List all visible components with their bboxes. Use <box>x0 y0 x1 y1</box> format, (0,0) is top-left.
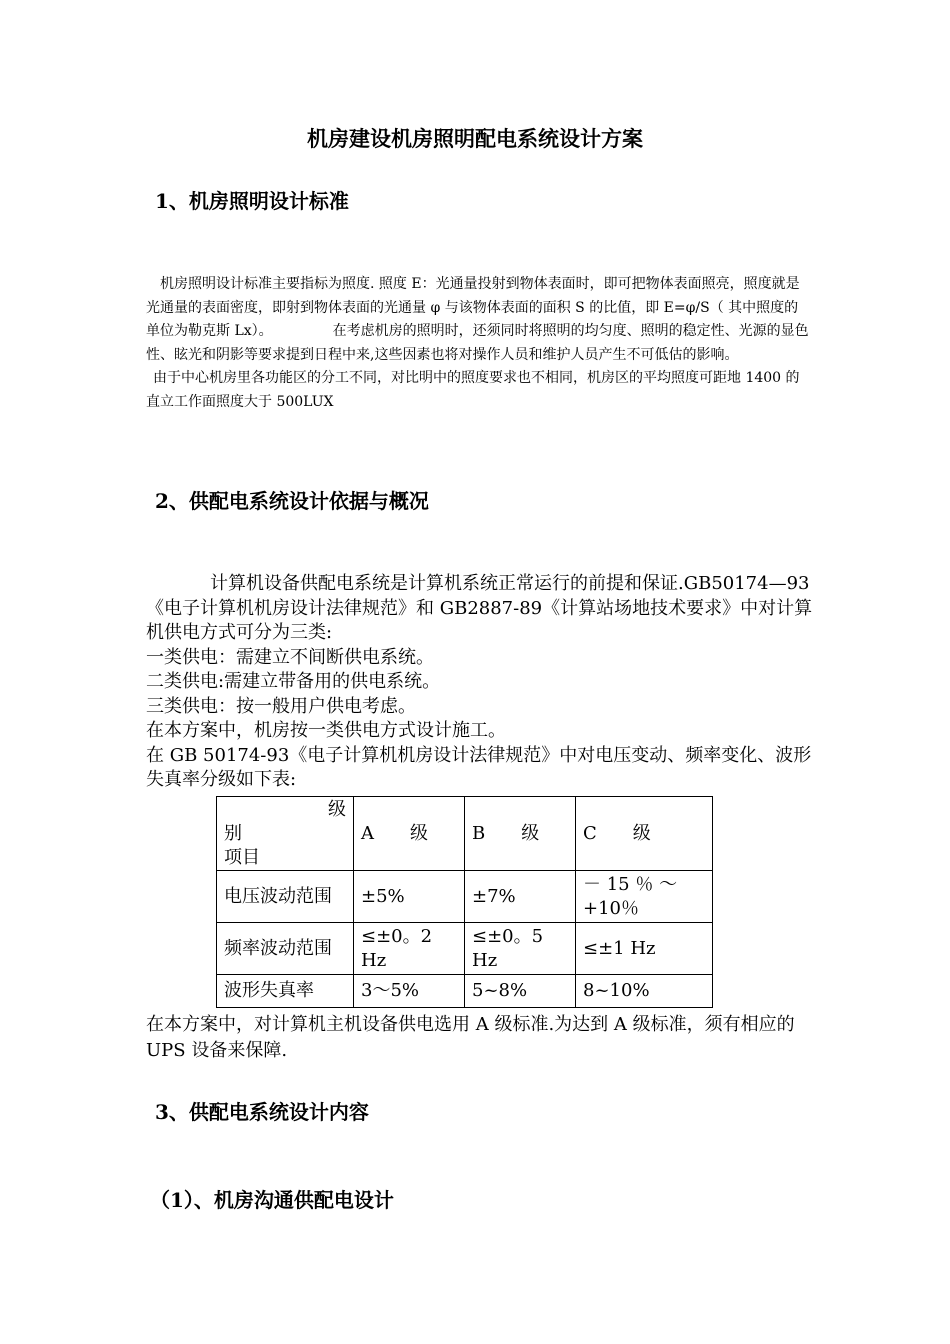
corner-top-label: 级 <box>328 798 346 820</box>
paragraph-text: 由于中心机房里各功能区的分工不同，对比明中的照度要求也不相同，机房区的平均照度可距地 1400 的直立工作面照度大于 500LUX <box>146 370 800 410</box>
table-cell: 电压波动范围 <box>217 871 354 923</box>
table-cell: 8~10% <box>576 975 713 1008</box>
section-1-heading: 1、机房照明设计标准 <box>155 189 349 213</box>
table-cell: 3～5% <box>354 975 465 1008</box>
section-2-line <box>146 572 814 646</box>
corner-bottom-label: 项目 <box>224 846 260 868</box>
table-row <box>217 871 713 923</box>
corner-mid-label: 别 <box>224 822 242 844</box>
section-3-heading: 3、供配电系统设计内容 <box>155 1100 369 1124</box>
section-2-conclusion: 在本方案中，对计算机主机设备供电选用 A 级标准.为达到 A 级标准，须有相应的UPS 设备来保障. <box>146 1014 795 1061</box>
line-text: 计算机设备供配电系统是计算机系统正常运行的前提和保证.GB50174—93《电子计算机机房设计法律规范》和 GB2887-89《计算站场地技术要求》中对计算机供电方式可分为三类: <box>146 573 813 643</box>
table-header-row <box>217 797 713 871</box>
table-header-cell: B 级 <box>465 797 576 871</box>
subsection-1-heading: （1）、机房沟通供配电设计 <box>150 1188 394 1212</box>
table-cell: ≤±0。5 Hz <box>465 923 576 975</box>
table-header-cell: A 级 <box>354 797 465 871</box>
section-2-heading: 2、供配电系统设计依据与概况 <box>155 489 429 513</box>
table-cell: ±7% <box>465 871 576 923</box>
section-2-line: 二类供电:需建立带备用的供电系统。 <box>146 671 441 692</box>
section-1-paragraph <box>146 367 810 414</box>
table-cell: ±5% <box>354 871 465 923</box>
table-corner-cell <box>217 797 354 871</box>
section-2-body <box>146 572 814 793</box>
section-2-line: 在 GB 50174-93《电子计算机机房设计法律规范》中对电压变动、频率变化、波形失真率分级如下表: <box>146 744 812 790</box>
table-cell: ≤±0。2 Hz <box>354 923 465 975</box>
table-header-cell: C 级 <box>576 797 713 871</box>
table-cell: － 15 ％ ～ +10％ <box>576 871 713 923</box>
table-row <box>217 923 713 975</box>
table-cell: ≤±1 Hz <box>576 923 713 975</box>
table-cell: 频率波动范围 <box>217 923 354 975</box>
paragraph-text: 机房照明设计标准主要指标为照度. 照度 E：光通量投射到物体表面时，即可把物体表面照亮，照度就是光通量的表面密度，即射到物体表面的光通量 φ 与该物体表面的面积 S 的比值，即 E=φ/S（ 其中照度的单位为勒克斯 Lx）。 <box>146 276 800 339</box>
table-row <box>217 975 713 1008</box>
paragraph-text: 在考虑机房的照明时，还须同时将照明的均匀度、照明的稳定性、光源的显色性、眩光和阴影等要求提到日程中来,这些因素也将对操作人员和维护人员产生不可低估的影响。 <box>146 323 809 363</box>
table-cell: 5~8% <box>465 975 576 1008</box>
section-2-line: 一类供电：需建立不间断供电系统。 <box>146 646 434 668</box>
table-cell: 波形失真率 <box>217 975 354 1008</box>
document-title: 机房建设机房照明配电系统设计方案 <box>307 126 643 151</box>
section-1-body <box>146 273 810 414</box>
section-2-line: 三类供电：按一般用户供电考虑。 <box>146 695 416 717</box>
section-1-paragraph <box>146 273 810 367</box>
section-2-line: 在本方案中，机房按一类供电方式设计施工。 <box>146 720 506 741</box>
grade-table <box>216 796 713 1008</box>
